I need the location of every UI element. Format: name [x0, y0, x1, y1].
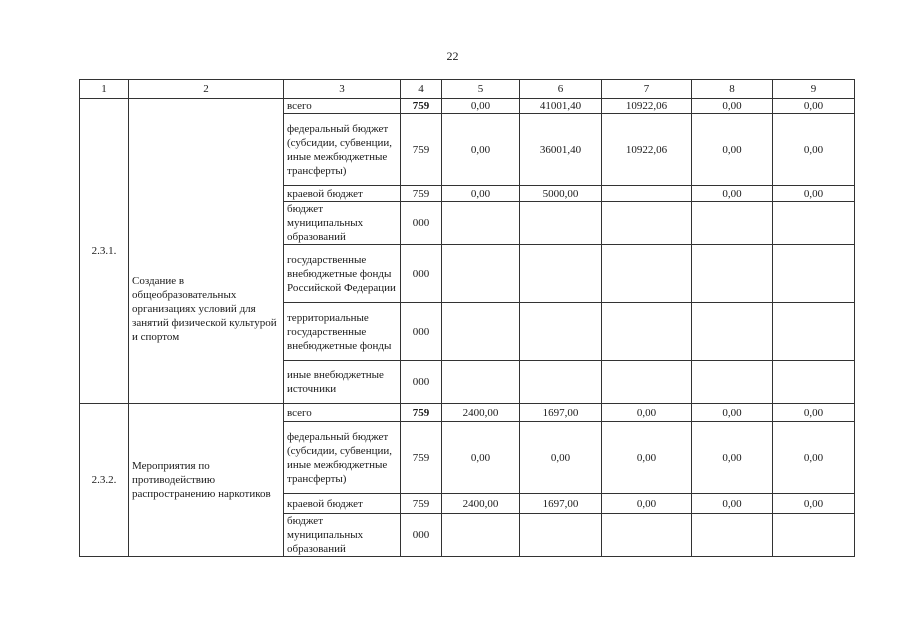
amount-cell: [520, 303, 602, 361]
table-row: [80, 404, 855, 422]
amount-cell: [773, 361, 855, 404]
amount-cell: 0,00: [773, 494, 855, 514]
budget-code: 759: [401, 114, 442, 186]
amount-cell: 0,00: [602, 494, 692, 514]
funding-source: государственные внебюджетные фонды Российской Федерации: [284, 245, 401, 303]
budget-code: 759: [401, 404, 442, 422]
amount-cell: 0,00: [442, 99, 520, 114]
table-body: [80, 80, 855, 557]
budget-code: 000: [401, 361, 442, 404]
activity-name: Создание в общеобразовательных организациях условий для занятий физической культурой и спортом: [132, 275, 277, 343]
amount-cell: 2400,00: [442, 494, 520, 514]
row-number: 2.3.2.: [80, 404, 129, 557]
budget-code: 000: [401, 514, 442, 557]
header-cell: 3: [284, 80, 401, 99]
budget-code: 759: [401, 422, 442, 494]
amount-cell: [773, 514, 855, 557]
funding-source: территориальные государственные внебюджетные фонды: [284, 303, 401, 361]
header-cell: 4: [401, 80, 442, 99]
amount-cell: [520, 202, 602, 245]
header-cell: 9: [773, 80, 855, 99]
funding-source: всего: [284, 404, 401, 422]
budget-table: [79, 79, 855, 557]
amount-cell: [442, 202, 520, 245]
funding-source: краевой бюджет: [284, 186, 401, 202]
budget-code: 000: [401, 303, 442, 361]
amount-cell: [520, 245, 602, 303]
amount-cell: [773, 303, 855, 361]
activity-name-cell: [129, 404, 284, 557]
amount-cell: [602, 202, 692, 245]
budget-code: 000: [401, 245, 442, 303]
funding-source: федеральный бюджет (субсидии, субвенции, иные межбюджетные трансферты): [284, 114, 401, 186]
amount-cell: 1697,00: [520, 404, 602, 422]
amount-cell: 0,00: [692, 186, 773, 202]
amount-cell: 0,00: [773, 422, 855, 494]
amount-cell: 41001,40: [520, 99, 602, 114]
amount-cell: 2400,00: [442, 404, 520, 422]
amount-cell: 0,00: [692, 404, 773, 422]
row-number: 2.3.1.: [80, 99, 129, 404]
amount-cell: [602, 186, 692, 202]
amount-cell: [520, 514, 602, 557]
funding-source: всего: [284, 99, 401, 114]
amount-cell: 0,00: [442, 114, 520, 186]
amount-cell: [442, 245, 520, 303]
amount-cell: 5000,00: [520, 186, 602, 202]
amount-cell: 0,00: [773, 404, 855, 422]
amount-cell: [442, 303, 520, 361]
funding-source: бюджет муниципальных образований: [284, 202, 401, 245]
amount-cell: 10922,06: [602, 114, 692, 186]
amount-cell: 0,00: [692, 99, 773, 114]
table-row: [80, 99, 855, 114]
amount-cell: [692, 303, 773, 361]
header-row: [80, 80, 855, 99]
amount-cell: 0,00: [773, 186, 855, 202]
budget-code: 759: [401, 186, 442, 202]
amount-cell: 0,00: [442, 186, 520, 202]
header-cell: 2: [129, 80, 284, 99]
amount-cell: [602, 361, 692, 404]
amount-cell: 1697,00: [520, 494, 602, 514]
amount-cell: 0,00: [773, 114, 855, 186]
amount-cell: 0,00: [692, 494, 773, 514]
amount-cell: [773, 202, 855, 245]
amount-cell: 0,00: [602, 422, 692, 494]
funding-source: краевой бюджет: [284, 494, 401, 514]
amount-cell: [773, 245, 855, 303]
page-number: 22: [446, 49, 459, 63]
amount-cell: [692, 514, 773, 557]
amount-cell: 0,00: [442, 422, 520, 494]
amount-cell: [692, 202, 773, 245]
budget-code: 759: [401, 494, 442, 514]
header-cell: 1: [80, 80, 129, 99]
funding-source: бюджет муниципальных образований: [284, 514, 401, 557]
header-cell: 8: [692, 80, 773, 99]
funding-source: федеральный бюджет (субсидии, субвенции, иные межбюджетные трансферты): [284, 422, 401, 494]
amount-cell: 0,00: [692, 422, 773, 494]
budget-code: 759: [401, 99, 442, 114]
amount-cell: [442, 514, 520, 557]
amount-cell: 0,00: [602, 404, 692, 422]
amount-cell: 10922,06: [602, 99, 692, 114]
amount-cell: [692, 361, 773, 404]
header-cell: 6: [520, 80, 602, 99]
amount-cell: 0,00: [773, 99, 855, 114]
amount-cell: [520, 361, 602, 404]
amount-cell: 0,00: [520, 422, 602, 494]
amount-cell: [442, 361, 520, 404]
budget-code: 000: [401, 202, 442, 245]
activity-name-cell: [129, 99, 284, 404]
amount-cell: 36001,40: [520, 114, 602, 186]
amount-cell: 0,00: [692, 114, 773, 186]
amount-cell: [692, 245, 773, 303]
funding-source: иные внебюджетные источники: [284, 361, 401, 404]
amount-cell: [602, 514, 692, 557]
activity-name: Мероприятия по противодействию распространению наркотиков: [132, 460, 271, 500]
amount-cell: [602, 245, 692, 303]
amount-cell: [602, 303, 692, 361]
header-cell: 7: [602, 80, 692, 99]
header-cell: 5: [442, 80, 520, 99]
